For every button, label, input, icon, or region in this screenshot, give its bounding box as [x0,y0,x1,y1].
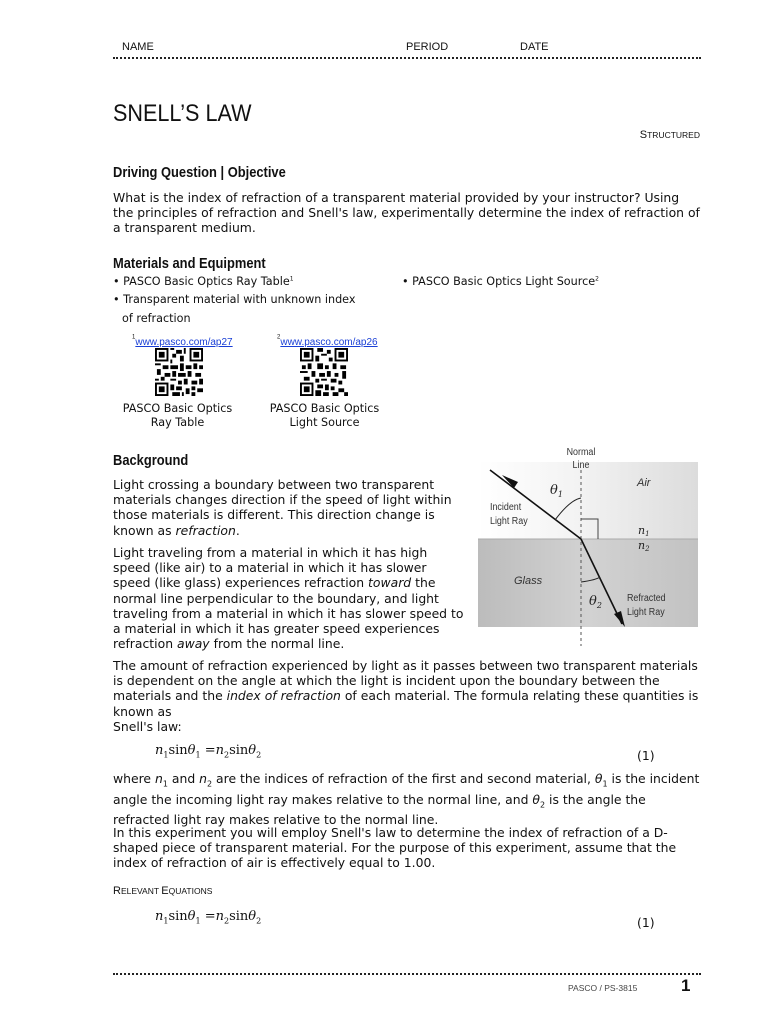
section-heading-background: Background [113,452,189,469]
equation-number: (1) [637,748,655,763]
date-label: DATE [520,41,549,53]
background-paragraph-5: In this experiment you will employ Snell's law to determine the index of refraction of a D-shaped piece of transparent material. For the purpose of this experiment, assume that the index of refraction of air is effectively equal to 1.00. [113,825,677,871]
name-label: NAME [122,41,154,53]
materials-item-ray-table: • PASCO Basic Optics Ray Table$^1$ [113,275,294,288]
background-paragraph-2: Light traveling from a material in which it has high speed (like air) to a material in which it has slower speed (like glass) experiences refraction toward the normal line perpendicular to the boundary, and light traveling from a material in which it has slower speed to a material in which it has greater speed experiences refraction away from the normal line. [113,545,464,652]
materials-item-light-source: • PASCO Basic Optics Light Source$^2$ [402,275,599,288]
materials-item-transparent-cont: of refraction [122,312,191,325]
qr-link-2[interactable]: $^2$www.pasco.com/ap26 [277,334,378,348]
page-title: SNELL’S LAW [113,100,252,127]
qr-code-ray-table [155,348,203,396]
theta-1-label: $\theta_1$ [550,483,563,499]
air-label: Air [637,477,651,489]
relevant-equation-number: (1) [637,915,655,930]
footer-product-code: PASCO / PS-3815 [568,983,638,993]
version-label: STRUCTURED [639,129,700,141]
background-paragraph-3: The amount of refraction experienced by light as it passes between two transparent materials is dependent on the angle at which the light is incident upon the boundary between the materials and the index of refraction of each material. The formula relating these quantities is known as Snell's law: [113,658,699,734]
incident-label-2: Light Ray [490,515,528,528]
normal-line-label-2: Line [572,459,590,472]
section-heading-driving-question: Driving Question | Objective [113,164,286,181]
snells-law-equation: $n_1\sin\theta_1 =n_2\sin\theta_2$ [155,743,262,760]
materials-item-transparent: • Transparent material with unknown index [113,293,356,306]
page-number: 1 [681,976,691,995]
footer-divider [113,973,701,975]
qr-caption-ray-table: PASCO Basic Optics Ray Table [122,402,233,429]
glass-label: Glass [514,575,543,587]
period-label: PERIOD [406,41,449,53]
incident-label-1: Incident [490,501,522,514]
refraction-diagram [470,440,702,650]
qr-caption-light-source: PASCO Basic Optics Light Source [269,402,380,429]
background-paragraph-4: where $n_1$ and $n_2$ are the indices of refraction of the first and second material, $\theta_1$ is the incident angle the incoming light ray makes relative to the normal line, and $\theta_2$ is the angle the refracted light ray makes relative to the normal line. [113,771,700,828]
section-heading-materials: Materials and Equipment [113,255,266,272]
driving-question-text: What is the index of refraction of a transparent material provided by your instructor? Using the principles of refraction and Snell's law, experimentally determine the index of refraction of a transparent medium. [113,190,700,236]
n1-label: n1 [638,524,650,538]
qr-code-light-source [300,348,348,396]
n2-label: n2 [638,539,650,553]
relevant-equations-heading: RELEVANT EQUATIONS [113,885,213,897]
qr-link-1[interactable]: $^1$www.pasco.com/ap27 [132,334,233,348]
relevant-equation: $n_1\sin\theta_1 =n_2\sin\theta_2$ [155,909,262,926]
refracted-label-2: Light Ray [627,606,665,619]
refracted-label-1: Refracted [627,592,666,605]
header-divider [113,57,701,59]
normal-line-label-1: Normal [566,446,596,459]
background-paragraph-1: Light crossing a boundary between two transparent materials changes direction if the speed of light within those materials is different. This direction change is known as refraction. [113,477,452,538]
theta-2-label: $\theta_2$ [589,594,602,610]
